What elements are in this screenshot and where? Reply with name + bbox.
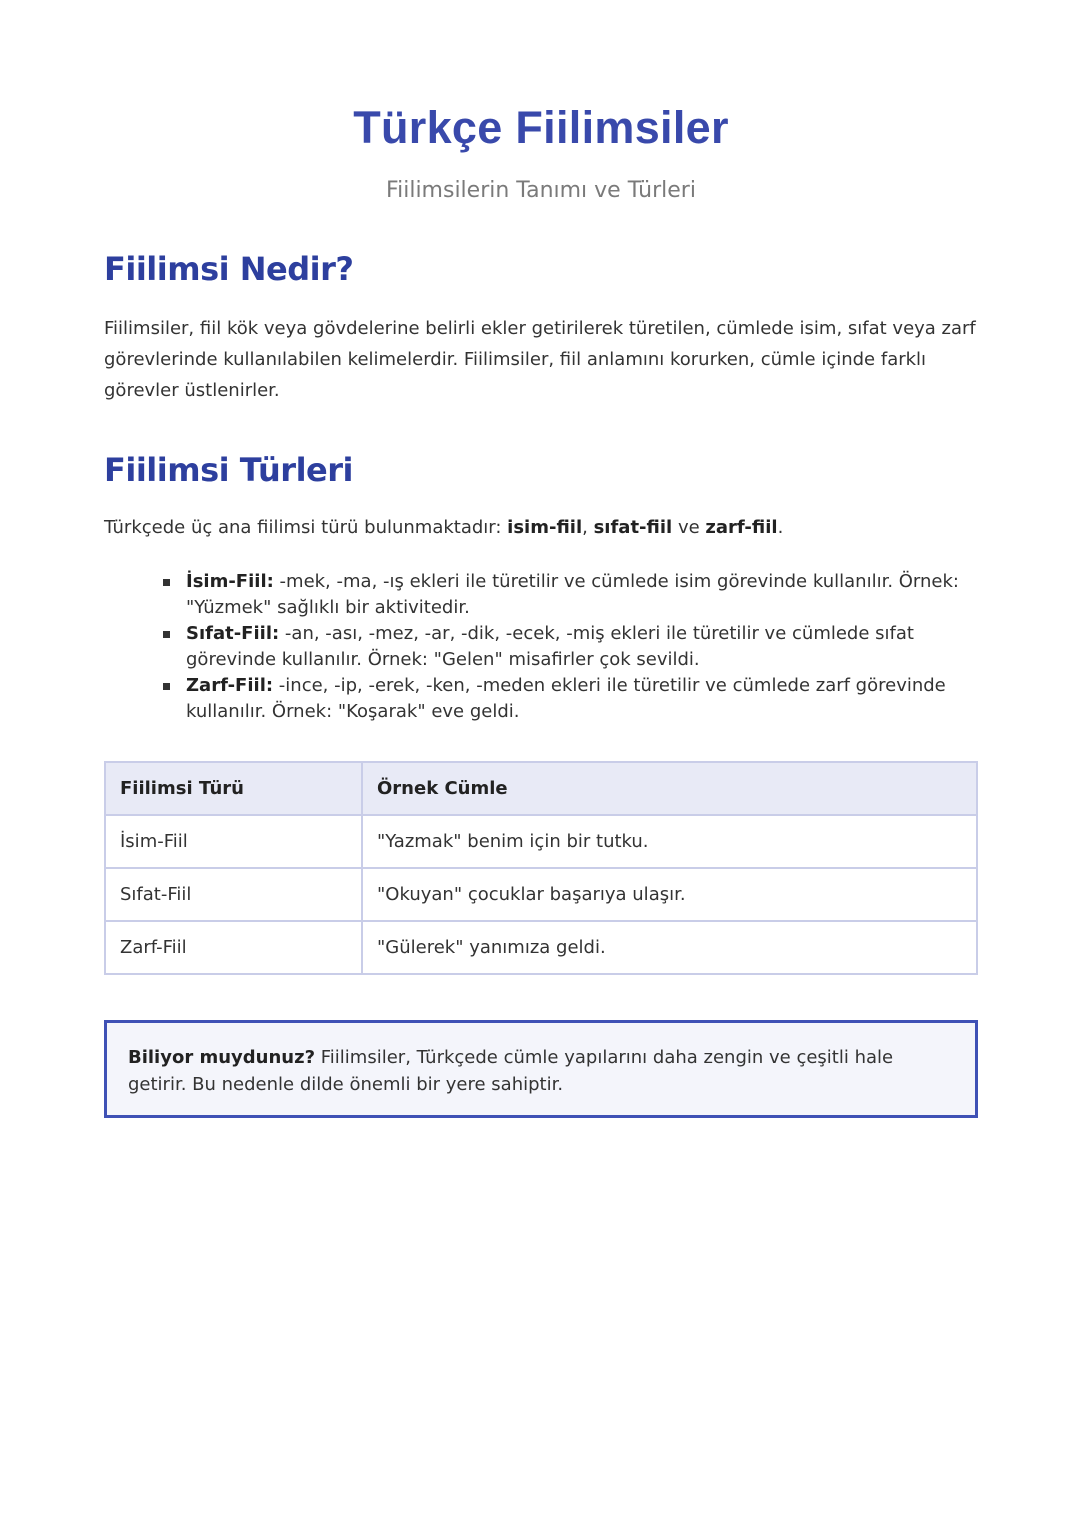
table-cell-type: Zarf-Fiil	[105, 921, 362, 974]
intro-term-isim-fiil: isim-fiil	[507, 517, 583, 538]
note-text: Fiilimsiler, Türkçede cümle yapılarını daha zengin ve çeşitli hale getirir. Bu nedenle dilde önemli bir yere sahiptir.	[128, 1047, 894, 1095]
did-you-know-box	[104, 1020, 978, 1118]
square-bullet-icon	[163, 631, 170, 638]
table-cell-example: "Yazmak" benim için bir tutku.	[362, 815, 977, 868]
list-item-sifat-fiil	[162, 621, 962, 673]
table-cell-example: "Gülerek" yanımıza geldi.	[362, 921, 977, 974]
list-item-text: -ince, -ip, -erek, -ken, -meden ekleri ile türetilir ve cümlede zarf görevinde kullanılır. Örnek: "Koşarak" eve geldi.	[186, 675, 946, 722]
table-header-row	[105, 762, 977, 815]
table-cell-type: İsim-Fiil	[105, 815, 362, 868]
section-heading-definition: Fiilimsi Nedir?	[104, 250, 354, 288]
examples-table	[104, 761, 978, 975]
intro-prefix: Türkçede üç ana fiilimsi türü bulunmaktadır:	[104, 517, 508, 538]
list-item-text: -an, -ası, -mez, -ar, -dik, -ecek, -miş ekleri ile türetilir ve cümlede sıfat görevinde kullanılır. Örnek: "Gelen" misafirler çok sevildi.	[186, 623, 914, 670]
table-cell-example: "Okuyan" çocuklar başarıya ulaşır.	[362, 868, 977, 921]
page-subtitle: Fiilimsilerin Tanımı ve Türleri	[386, 178, 696, 203]
intro-term-sifat-fiil: sıfat-fiil	[593, 517, 673, 538]
intro-separator: ,	[582, 517, 594, 538]
definition-paragraph: Fiilimsiler, fiil kök veya gövdelerine belirli ekler getirilerek türetilen, cümlede isim, sıfat veya zarf görevlerinde kullanılabilen kelimelerdir. Fiilimsiler, fiil anlamını korurken, cümle içinde farklı görevler üstlenirler.	[104, 318, 976, 401]
square-bullet-icon	[163, 683, 170, 690]
note-label: Biliyor muydunuz?	[128, 1047, 316, 1068]
table-header-example: Örnek Cümle	[362, 762, 977, 815]
square-bullet-icon	[163, 579, 170, 586]
intro-suffix: .	[777, 517, 784, 538]
table-cell-type: Sıfat-Fiil	[105, 868, 362, 921]
list-item-zarf-fiil	[162, 673, 962, 725]
table-row	[105, 815, 977, 868]
list-item-term: Sıfat-Fiil:	[186, 623, 280, 644]
types-intro-paragraph	[104, 512, 978, 543]
section-heading-types: Fiilimsi Türleri	[104, 451, 353, 489]
table-header-type: Fiilimsi Türü	[105, 762, 362, 815]
list-item-term: İsim-Fiil:	[186, 571, 274, 592]
list-item-text: -mek, -ma, -ış ekleri ile türetilir ve cümlede isim görevinde kullanılır. Örnek: "Yüzmek" sağlıklı bir aktivitedir.	[186, 571, 959, 618]
types-list	[162, 569, 962, 725]
table-row	[105, 868, 977, 921]
list-item-isim-fiil	[162, 569, 962, 621]
intro-term-zarf-fiil: zarf-fiil	[705, 517, 778, 538]
list-item-term: Zarf-Fiil:	[186, 675, 274, 696]
page-title: Türkçe Fiilimsiler	[353, 102, 729, 153]
intro-separator: ve	[672, 517, 706, 538]
table-row	[105, 921, 977, 974]
